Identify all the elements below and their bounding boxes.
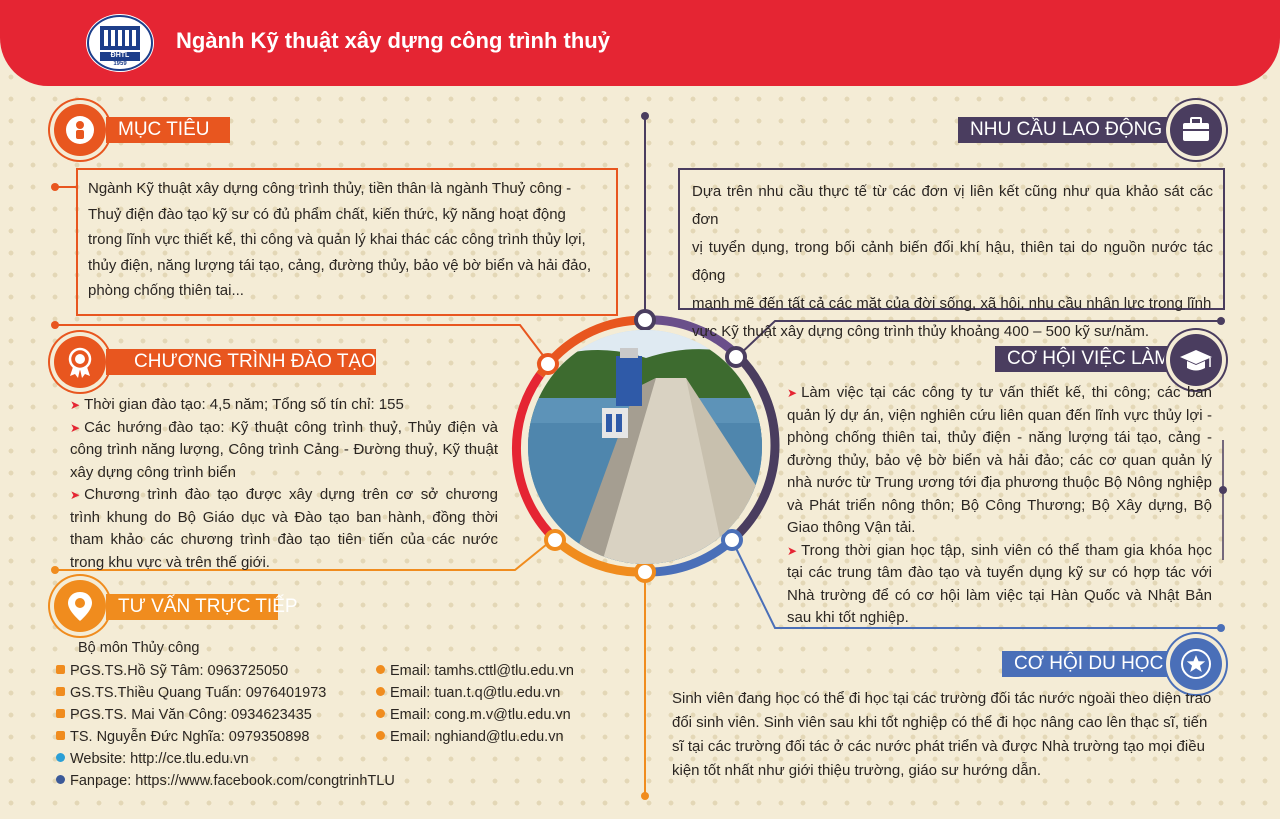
muc-tieu-box	[76, 168, 618, 316]
email-item[interactable]: Email: cong.m.v@tlu.edu.vn	[376, 704, 574, 726]
email-item[interactable]: Email: tuan.t.q@tlu.edu.vn	[376, 682, 574, 704]
facebook-icon	[56, 775, 65, 784]
phone-icon	[56, 731, 65, 740]
du-hoc-heading: CƠ HỘI DU HỌC	[1002, 651, 1174, 677]
du-hoc-line: sĩ tại các trường đối tác ở các nước phát triển và được Nhà trường tạo mọi điều	[672, 738, 1205, 755]
du-hoc-icon-badge	[1170, 638, 1222, 690]
location-pin-icon	[54, 580, 106, 632]
nhu-cau-line: vị tuyển dụng, trong bối cảnh biến đổi khí hậu, thiên tai do nguồn nước tác động	[692, 239, 1213, 284]
tu-van-heading: TƯ VẤN TRỰC TIẾP	[106, 594, 278, 620]
chuong-trinh-heading: CHƯƠNG TRÌNH ĐÀO TẠO	[106, 349, 376, 375]
dam-photo	[526, 328, 764, 566]
arrow-bullet-icon: ➤	[70, 398, 81, 412]
email-icon	[376, 665, 385, 674]
email-icon	[376, 709, 385, 718]
du-hoc-text	[672, 687, 1212, 783]
viec-lam-item: ➤ Làm việc tại các công ty tư vấn thiết kế, thi công; các ban quản lý dự án, viện nghiên cứu liên quan đến lĩnh vực thủy lợi - phòng chống thiên tai, thủy điện - năng lượng tái tạo, cảng - đường thủy, bảo vệ bờ biển và hải đảo; các cơ quan quản lý nhà nước từ Trung ương tới địa phương thuộc Bộ Nông nghiệp và Phát triển nông thôn; Bộ Công Thương; Bộ Xây dựng, Bộ Giao thông Vận tải.	[787, 384, 1212, 536]
phone-item: GS.TS.Thiều Quang Tuấn: 0976401973	[56, 682, 395, 704]
website-item[interactable]: Website: http://ce.tlu.edu.vn	[56, 748, 395, 770]
medal-icon	[54, 336, 106, 388]
arrow-bullet-icon: ➤	[70, 420, 81, 435]
phone-icon	[56, 665, 65, 674]
muc-tieu-line: Thuỷ điện đào tạo kỹ sư có đủ phẩm chất, kiến thức, kỹ năng hoạt động	[88, 205, 566, 223]
logo-text: ĐHTL	[110, 52, 130, 59]
chuong-trinh-list	[70, 394, 498, 574]
email-icon	[376, 731, 385, 740]
email-item[interactable]: Email: tamhs.cttl@tlu.edu.vn	[376, 660, 574, 682]
nhu-cau-line: vực Kỹ thuật xây dựng công trình thủy khoảng 400 – 500 kỹ sư/năm.	[692, 323, 1150, 340]
du-hoc-line: Sinh viên đang học có thể đi học tại các trường đối tác nước ngoài theo diện trao	[672, 690, 1212, 707]
phone-item: PGS.TS.Hồ Sỹ Tâm: 0963725050	[56, 660, 395, 682]
muc-tieu-line: phòng chống thiên tai...	[88, 282, 244, 299]
chuong-trinh-item: ➤ Thời gian đào tạo: 4,5 năm; Tổng số tín chỉ: 155	[70, 396, 404, 413]
chuong-trinh-icon-badge	[54, 336, 106, 388]
chuong-trinh-item: ➤ Chương trình đào tạo được xây dựng trên cơ sở chương trình khung do Bộ Giáo dục và Đào tạo ban hành, đồng thời tham khảo các chương trình đào tạo tiên tiến của các nước trong khu vực và trên thế giới.	[70, 486, 498, 571]
viec-lam-item: ➤ Trong thời gian học tập, sinh viên có thể tham gia khóa học tại các trung tâm đào tạo và tuyển dụng kỹ sư có hợp tác với Nhà trường để có cơ hội làm việc tại Hàn Quốc và Nhật Bản sau khi tốt nghiệp.	[787, 541, 1212, 626]
logo-year: 1959	[113, 61, 127, 67]
email-icon	[376, 687, 385, 696]
phone-list	[56, 660, 395, 792]
fanpage-item[interactable]: Fanpage: https://www.facebook.com/congtrinhTLU	[56, 770, 395, 792]
chuong-trinh-item: ➤ Các hướng đào tạo: Kỹ thuật công trình thuỷ, Thủy điện và công trình năng lượng, Công trình Cảng - Đường thuỷ, Kỹ thuật xây dựng công trình biển	[70, 418, 498, 481]
arrow-bullet-icon: ➤	[70, 488, 81, 502]
muc-tieu-line: thủy điện, năng lượng tái tạo, cảng, đường thủy, bảo vệ bờ biển và hải đảo,	[88, 256, 591, 274]
graduation-cap-icon	[1170, 334, 1222, 386]
page-title: Ngành Kỹ thuật xây dựng công trình thuỷ	[176, 28, 610, 53]
co-hoi-viec-lam-heading: CƠ HỘI VIỆC LÀM	[995, 346, 1175, 372]
nhu-cau-icon-badge	[1170, 104, 1222, 156]
muc-tieu-heading: MỤC TIÊU	[106, 117, 230, 143]
briefcase-icon	[1170, 104, 1222, 156]
nhu-cau-line: Dựa trên nhu cầu thực tế từ các đơn vị liên kết cũng như qua khảo sát các đơn	[692, 183, 1213, 228]
du-hoc-line: kiện tốt nhất như giới thiệu trường, giáo sư hướng dẫn.	[672, 762, 1042, 779]
co-hoi-viec-lam-list	[787, 382, 1212, 630]
nhu-cau-box	[678, 168, 1225, 340]
nhu-cau-heading: NHU CẦU LAO ĐỘNG	[958, 117, 1172, 143]
muc-tieu-icon-badge	[54, 104, 106, 156]
tu-van-icon-badge	[54, 580, 106, 632]
phone-item: PGS.TS. Mai Văn Công: 0934623435	[56, 704, 395, 726]
phone-item: TS. Nguyễn Đức Nghĩa: 0979350898	[56, 726, 395, 748]
nhu-cau-line: mạnh mẽ đến tất cả các mặt của đời sống, xã hội, nhu cầu nhân lực trong lĩnh	[692, 295, 1212, 312]
muc-tieu-line: trong lĩnh vực thiết kế, thi công và quản lý khai thác các công trình thủy lợi,	[88, 231, 586, 248]
email-item[interactable]: Email: nghiand@tlu.edu.vn	[376, 726, 574, 748]
phone-icon	[56, 687, 65, 696]
co-hoi-viec-lam-icon-badge	[1170, 334, 1222, 386]
user-icon	[54, 104, 106, 156]
email-list	[376, 660, 574, 748]
phone-icon	[56, 709, 65, 718]
tu-van-dept: Bộ môn Thủy công	[78, 640, 200, 656]
arrow-bullet-icon: ➤	[787, 543, 798, 558]
globe-icon	[56, 753, 65, 762]
star-icon	[1170, 638, 1222, 690]
muc-tieu-line: Ngành Kỹ thuật xây dựng công trình thủy, tiền thân là ngành Thuỷ công -	[88, 180, 572, 197]
du-hoc-line: đổi sinh viên. Sinh viên sau khi tốt nghiệp có thể đi học nâng cao lên thạc sĩ, tiến	[672, 714, 1208, 731]
arrow-bullet-icon: ➤	[787, 386, 798, 400]
